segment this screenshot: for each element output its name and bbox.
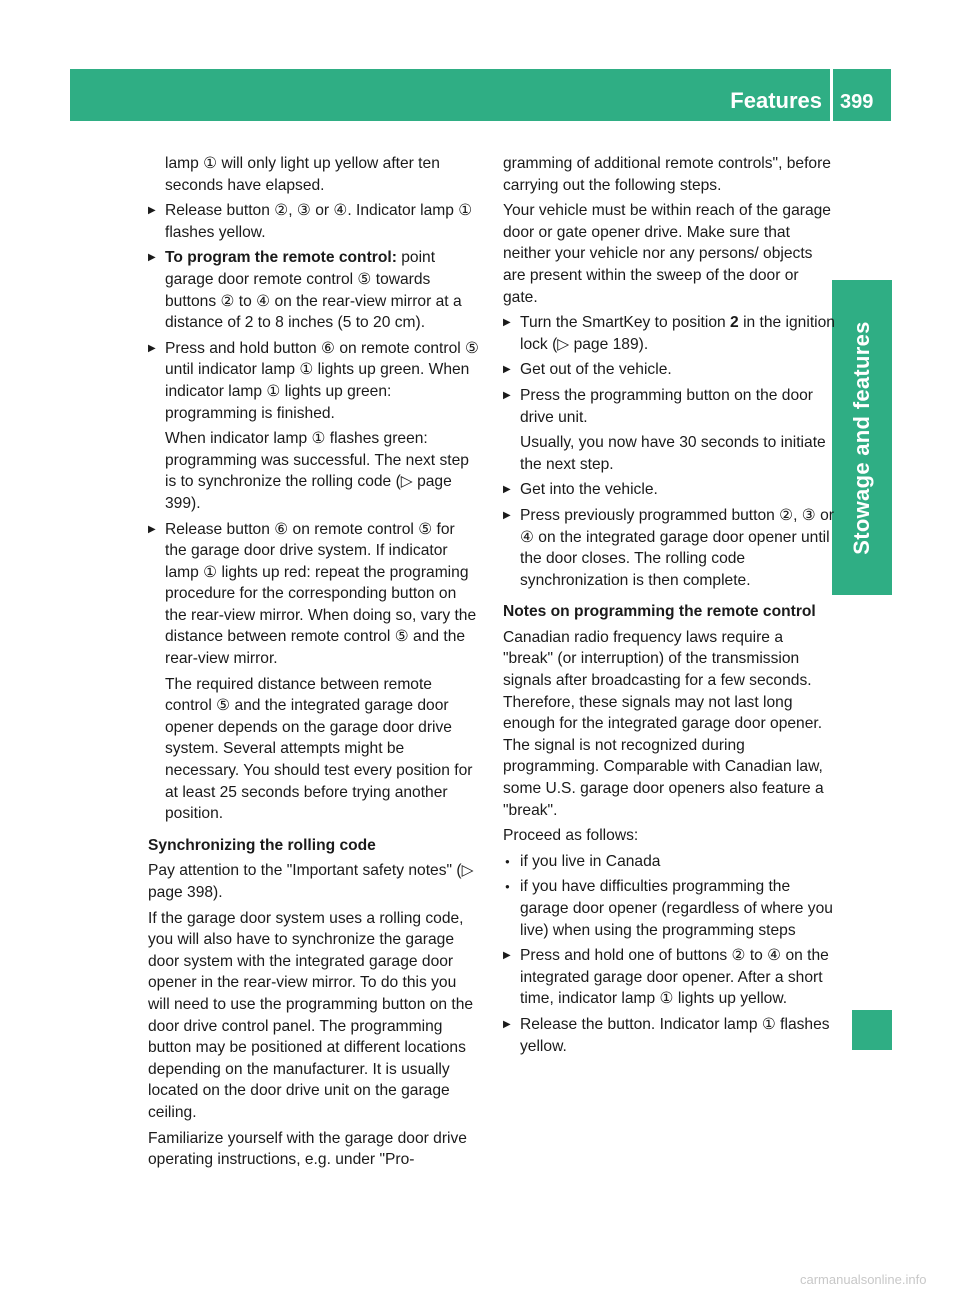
text-segment: Release the button. Indicator lamp ① flashes yellow. xyxy=(520,1015,830,1055)
section-heading xyxy=(148,835,480,857)
step-continuation xyxy=(148,674,480,825)
step-continuation xyxy=(503,432,835,475)
text-segment: Proceed as follows: xyxy=(503,827,639,845)
text-segment: Release button ⑥ on remote control ⑤ for the garage door drive system. If indicator lamp ① lights up red: repeat the programing procedure for the corresponding button on the rear-view mirror. When doing so, vary the distance between remote control ⑤ and the rear-view mirror. xyxy=(165,520,477,668)
header-divider xyxy=(830,69,833,121)
section-heading xyxy=(503,601,835,623)
instruction-step xyxy=(148,519,480,670)
text-segment: The required distance between remote control ⑤ and the integrated garage door opener depends on the garage door drive system. Several attempts might be necessary. You should test every position for at least 25 seconds before trying another position. xyxy=(165,675,473,823)
bold-text: To program the remote control: xyxy=(165,249,397,267)
bullet-item xyxy=(503,876,835,941)
text-segment: if you have difficulties programming the garage door opener (regardless of where you live) when using the programming steps xyxy=(520,878,833,939)
text-segment: Familiarize yourself with the garage door drive operating instructions, e.g. under "Pro- xyxy=(148,1129,467,1169)
page-number: 399 xyxy=(840,91,874,113)
text-segment: lamp ① will only light up yellow after ten seconds have elapsed. xyxy=(165,155,440,194)
instruction-step xyxy=(148,200,480,243)
text-segment: Canadian radio frequency laws require a "break" (or interruption) of the transmission signals after broadcasting for a few seconds. Therefore, these signals may not last long enough for the integrated garage door opener. The signal is not recognized during programming. Comparable with Canadian law, some U.S. garage door openers also feature a "break". xyxy=(503,628,824,819)
text-segment: Pay attention to the "Important safety notes" (▷ page 398). xyxy=(148,862,474,901)
right-column xyxy=(503,153,835,1061)
text-segment: Press and hold one of buttons ② to ④ on the integrated garage door opener. After a short time, indicator lamp ① lights up yellow. xyxy=(520,947,829,1008)
paragraph xyxy=(503,200,835,308)
instruction-step xyxy=(503,945,835,1010)
text-segment: Your vehicle must be within reach of the garage door or gate opener drive. Make sure that neither your vehicle nor any persons/ objects are present within the sweep of the door or gate. xyxy=(503,202,831,306)
text-segment: When indicator lamp ① flashes green: programming was successful. The next step is to synchronize the rolling code (▷ page 399). xyxy=(165,430,469,512)
text-segment: Get into the vehicle. xyxy=(520,481,658,499)
instruction-step xyxy=(503,312,835,355)
instruction-step xyxy=(503,479,835,501)
instruction-step xyxy=(503,1014,835,1057)
text-segment: Press the programming button on the door drive unit. xyxy=(520,386,813,426)
paragraph xyxy=(148,908,480,1124)
bullet-item xyxy=(503,851,835,873)
paragraph xyxy=(148,1128,480,1171)
chapter-tab-label: Stowage and features xyxy=(849,321,874,555)
instruction-step xyxy=(148,247,480,333)
footer-watermark: carmanualsonline.info xyxy=(800,1272,927,1287)
paragraph xyxy=(503,153,835,196)
paragraph xyxy=(503,627,835,821)
instruction-step xyxy=(503,385,835,428)
step-continuation xyxy=(148,428,480,514)
text-segment: gramming of additional remote controls", before carrying out the following steps. xyxy=(503,155,831,194)
instruction-step xyxy=(503,505,835,591)
text-segment: Synchronizing the rolling code xyxy=(148,836,376,854)
text-segment: in the ignition lock (▷ page 189). xyxy=(520,314,835,353)
text-segment: Turn the SmartKey to position xyxy=(520,314,731,332)
text-segment: Notes on programming the remote control xyxy=(503,603,816,621)
paragraph xyxy=(148,860,480,903)
text-segment: if you live in Canada xyxy=(520,852,661,870)
instruction-step xyxy=(503,359,835,381)
chapter-marker xyxy=(852,1010,892,1050)
text-segment: If the garage door system uses a rolling code, you will also have to synchronize the garage door system with the integrated garage door opener in the rear-view mirror. To do this you will need to use the programming button on the door drive control panel. The programming button may be positioned at different locations depending on the manufacturer. It is usually located on the door drive unit on the garage ceiling. xyxy=(148,909,474,1121)
bold-text: 2 xyxy=(730,314,739,332)
paragraph xyxy=(503,825,835,847)
text-segment: Press previously programmed button ②, ③ or ④ on the integrated garage door opener until the door closes. The rolling code synchronization is then complete. xyxy=(520,506,834,589)
section-title: Features xyxy=(730,88,822,113)
text-segment: Get out of the vehicle. xyxy=(520,361,672,379)
text-segment: Usually, you now have 30 seconds to initiate the next step. xyxy=(520,434,826,473)
text-segment: point garage door remote control ⑤ towards buttons ② to ④ on the rear-view mirror at a distance of 2 to 8 inches (5 to 20 cm). xyxy=(165,249,462,332)
step-continuation xyxy=(148,153,480,196)
instruction-step xyxy=(148,338,480,424)
text-segment: Release button ②, ③ or ④. Indicator lamp ① flashes yellow. xyxy=(165,202,473,241)
text-segment: Press and hold button ⑥ on remote control ⑤ until indicator lamp ① lights up green. When indicator lamp ① lights up green: programming is finished. xyxy=(165,339,480,422)
left-column xyxy=(148,153,480,1175)
